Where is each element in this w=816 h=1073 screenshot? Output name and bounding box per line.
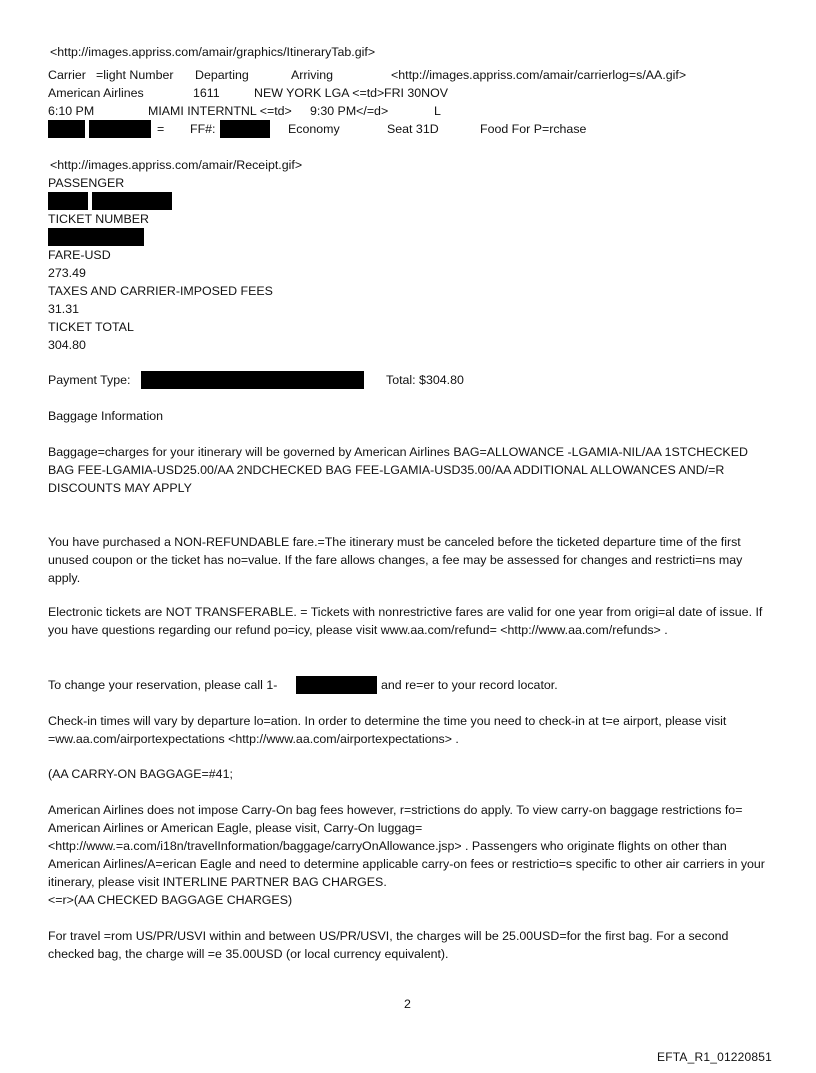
checkin-text: Check-in times will vary by departure lo=ation. In order to determine the time you need to check-in at t=e airport, please visit =ww.aa.com/airportexpectations <http://www.aa.com/airportexpectations> . — [48, 714, 727, 746]
redacted-passenger-first — [48, 192, 88, 210]
fare-value: 273.49 — [48, 266, 86, 280]
flight-number: 1611 — [193, 86, 220, 100]
baggage-charges-text: Baggage=charges for your itinerary will be governed by American Airlines BAG=ALLOWANCE -LGAMIA-NIL/AA 1STCHECKED BAG FEE-LGAMIA-USD25.00/AA 2NDCHECKED BAG FEE-LGAMIA-USD35.00/AA ADDITIONAL ALLOWANCES AND/=R DISCOUNTS MAY APPLY — [48, 445, 748, 495]
ticket-total-label: TICKET TOTAL — [48, 320, 134, 334]
flight-from: NEW YORK LGA <=td> — [254, 86, 385, 100]
taxes-label: TAXES AND CARRIER-IMPOSED FEES — [48, 284, 273, 298]
flight-arrive-time: 9:30 PM</=d> — [310, 104, 389, 118]
passenger-row-ff-label: FF#: — [190, 122, 216, 136]
change-suffix: and re=er to your record locator. — [381, 678, 558, 692]
nonrefundable-text: You have purchased a NON-REFUNDABLE fare.=The itinerary must be canceled before the ticketed departure time of the first unused coupon or the ticket has no=value. If the fare allows changes, a fee may be assessed for changes and restricti=ns may apply. — [48, 535, 743, 585]
passenger-row-eq: = — [157, 122, 165, 136]
redacted-phone — [296, 676, 377, 694]
redacted-ticket-number — [48, 228, 144, 246]
checked-text: For travel =rom US/PR/USVI within and between US/PR/USVI, the charges will be 25.00USD=for the first bag. For a second checked bag, the charge will =e 35.00USD (or local currency equivalent). — [48, 929, 729, 961]
header-carrier: Carrier — [48, 68, 86, 82]
redacted-passenger-last — [92, 192, 172, 210]
checked-heading: <=r>(AA CHECKED BAGGAGE CHARGES) — [48, 893, 293, 907]
flight-to: MIAMI INTERNTNL <=td> — [148, 104, 292, 118]
header-departing: Departing — [195, 68, 249, 82]
passenger-label: PASSENGER — [48, 176, 125, 190]
baggage-heading: Baggage Information — [48, 409, 164, 423]
payment-type-label: Payment Type: — [48, 373, 131, 387]
carryon-heading: (AA CARRY-ON BAGGAGE=#41; — [48, 767, 233, 781]
receipt-image-ref: <http://images.appriss.com/amair/Receipt.gif> — [50, 158, 303, 172]
payment-total: Total: $304.80 — [386, 373, 464, 387]
passenger-row-seat: Seat 31D — [387, 122, 439, 136]
flight-airline: American Airlines — [48, 86, 144, 100]
fare-label: FARE-USD — [48, 248, 111, 262]
redacted-payment-type — [141, 371, 364, 389]
document-id: EFTA_R1_01220851 — [657, 1050, 773, 1064]
redacted-ff-number — [220, 120, 270, 138]
passenger-row-cabin: Economy — [288, 122, 340, 136]
redacted-name-2 — [89, 120, 151, 138]
ticket-number-label: TICKET NUMBER — [48, 212, 149, 226]
page-number: 2 — [404, 997, 411, 1011]
taxes-value: 31.31 — [48, 302, 80, 316]
redacted-name-1 — [48, 120, 85, 138]
carryon-text: American Airlines does not impose Carry-On bag fees however, r=strictions do apply. To view carry-on baggage restrictions fo= American Airlines or American Eagle, please visit, Carry-On luggag= <http://www.=a.com/i18n/travelInformation/baggage/carryOnAllowance.jsp> . Passengers who originate flights on other than American Airlines/A=erican Eagle and need to determine applicable carry-on fees or restrictio=s specific to other air carriers in your itinerary, please visit INTERLINE PARTNER BAG CHARGES. — [48, 803, 765, 889]
flight-depart-time: 6:10 PM — [48, 104, 95, 118]
header-carrier-logo-ref: <http://images.appriss.com/amair/carrierlog=s/AA.gif> — [391, 68, 687, 82]
change-prefix: To change your reservation, please call 1- — [48, 678, 278, 692]
header-arriving: Arriving — [291, 68, 333, 82]
flight-letter: L — [434, 104, 441, 118]
passenger-row-food: Food For P=rchase — [480, 122, 587, 136]
header-flight-number: =light Number — [96, 68, 174, 82]
transferable-text: Electronic tickets are NOT TRANSFERABLE. = Tickets with nonrestrictive fares are valid for one year from origi=al date of issue. If you have questions regarding our refund po=icy, please visit www.aa.com/refund= <http://www.aa.com/refunds> . — [48, 605, 763, 637]
itinerary-tab-image-ref: <http://images.appriss.com/amair/graphics/ItineraryTab.gif> — [50, 45, 376, 59]
flight-date: FRI 30NOV — [384, 86, 449, 100]
ticket-total-value: 304.80 — [48, 338, 86, 352]
